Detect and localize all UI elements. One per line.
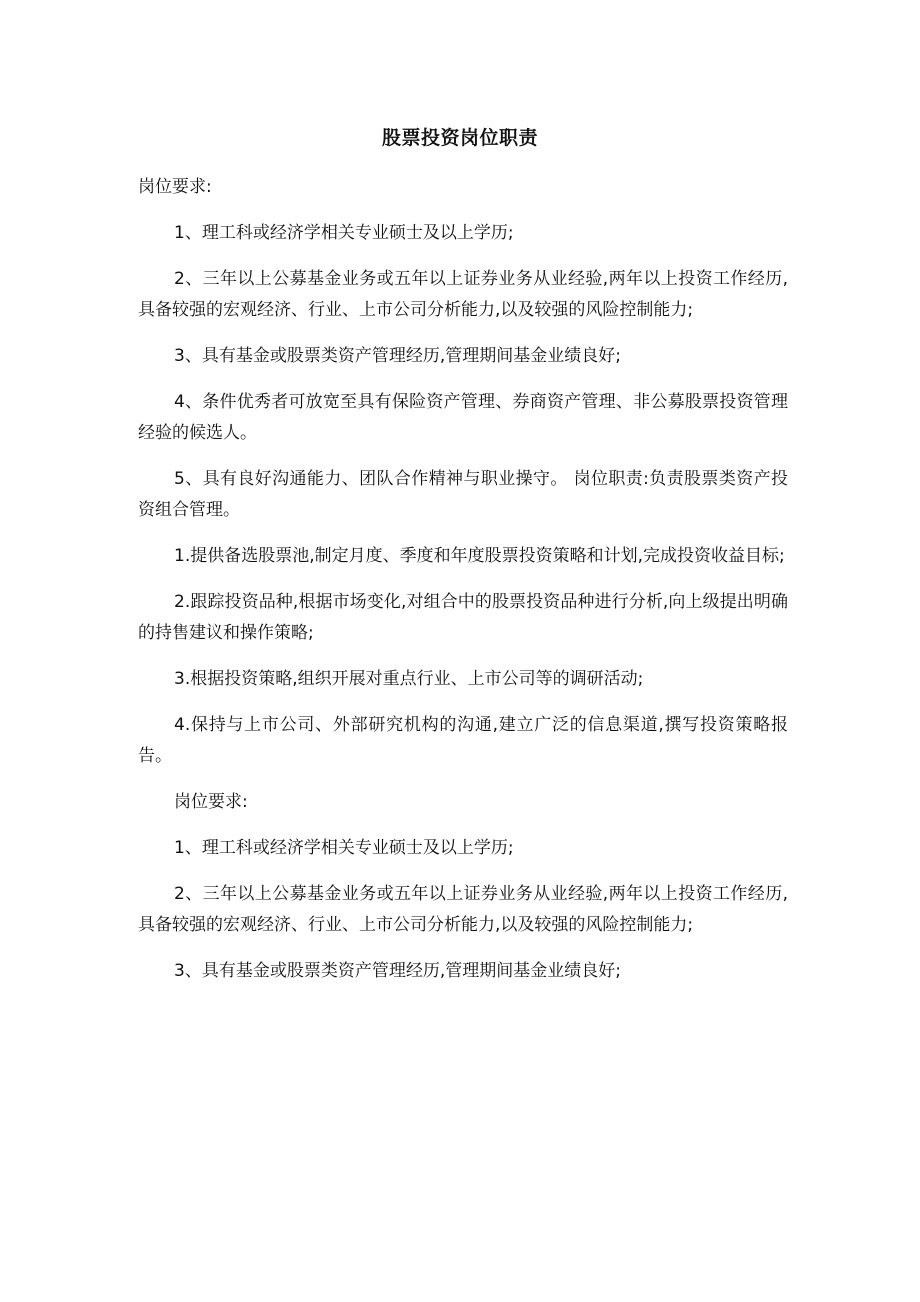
paragraph-section-heading-repeat: 岗位要求: xyxy=(174,792,248,812)
paragraph-requirement-1-repeat: 1、理工科或经济学相关专业硕士及以上学历; xyxy=(174,838,514,858)
paragraph-section-heading: 岗位要求: xyxy=(138,177,212,197)
paragraph-duty-4: 4.保持与上市公司、外部研究机构的沟通,建立广泛的信息渠道,撰写投资策略报告。 xyxy=(138,715,788,766)
paragraph-requirement-3-repeat: 3、具有基金或股票类资产管理经历,管理期间基金业绩良好; xyxy=(174,961,621,981)
paragraph-requirement-2: 2、三年以上公募基金业务或五年以上证券业务从业经验,两年以上投资工作经历,具备较强的宏观经济、行业、上市公司分析能力,以及较强的风险控制能力; xyxy=(138,269,788,320)
paragraph-requirement-5: 5、具有良好沟通能力、团队合作精神与职业操守。 岗位职责:负责股票类资产投资组合管理。 xyxy=(138,469,788,520)
paragraph-requirement-4: 4、条件优秀者可放宽至具有保险资产管理、券商资产管理、非公募股票投资管理经验的候选人。 xyxy=(138,392,788,443)
paragraph-duty-2: 2.跟踪投资品种,根据市场变化,对组合中的股票投资品种进行分析,向上级提出明确的持售建议和操作策略; xyxy=(138,592,788,643)
paragraph-requirement-1: 1、理工科或经济学相关专业硕士及以上学历; xyxy=(174,223,514,243)
document-body xyxy=(138,172,788,1002)
paragraph-requirement-3: 3、具有基金或股票类资产管理经历,管理期间基金业绩良好; xyxy=(174,346,621,366)
paragraph-requirement-2-repeat: 2、三年以上公募基金业务或五年以上证券业务从业经验,两年以上投资工作经历,具备较强的宏观经济、行业、上市公司分析能力,以及较强的风险控制能力; xyxy=(138,884,788,935)
paragraph-duty-3: 3.根据投资策略,组织开展对重点行业、上市公司等的调研活动; xyxy=(174,669,644,689)
document-title: 股票投资岗位职责 xyxy=(381,127,538,149)
paragraph-duty-1: 1.提供备选股票池,制定月度、季度和年度股票投资策略和计划,完成投资收益目标; xyxy=(174,546,785,566)
